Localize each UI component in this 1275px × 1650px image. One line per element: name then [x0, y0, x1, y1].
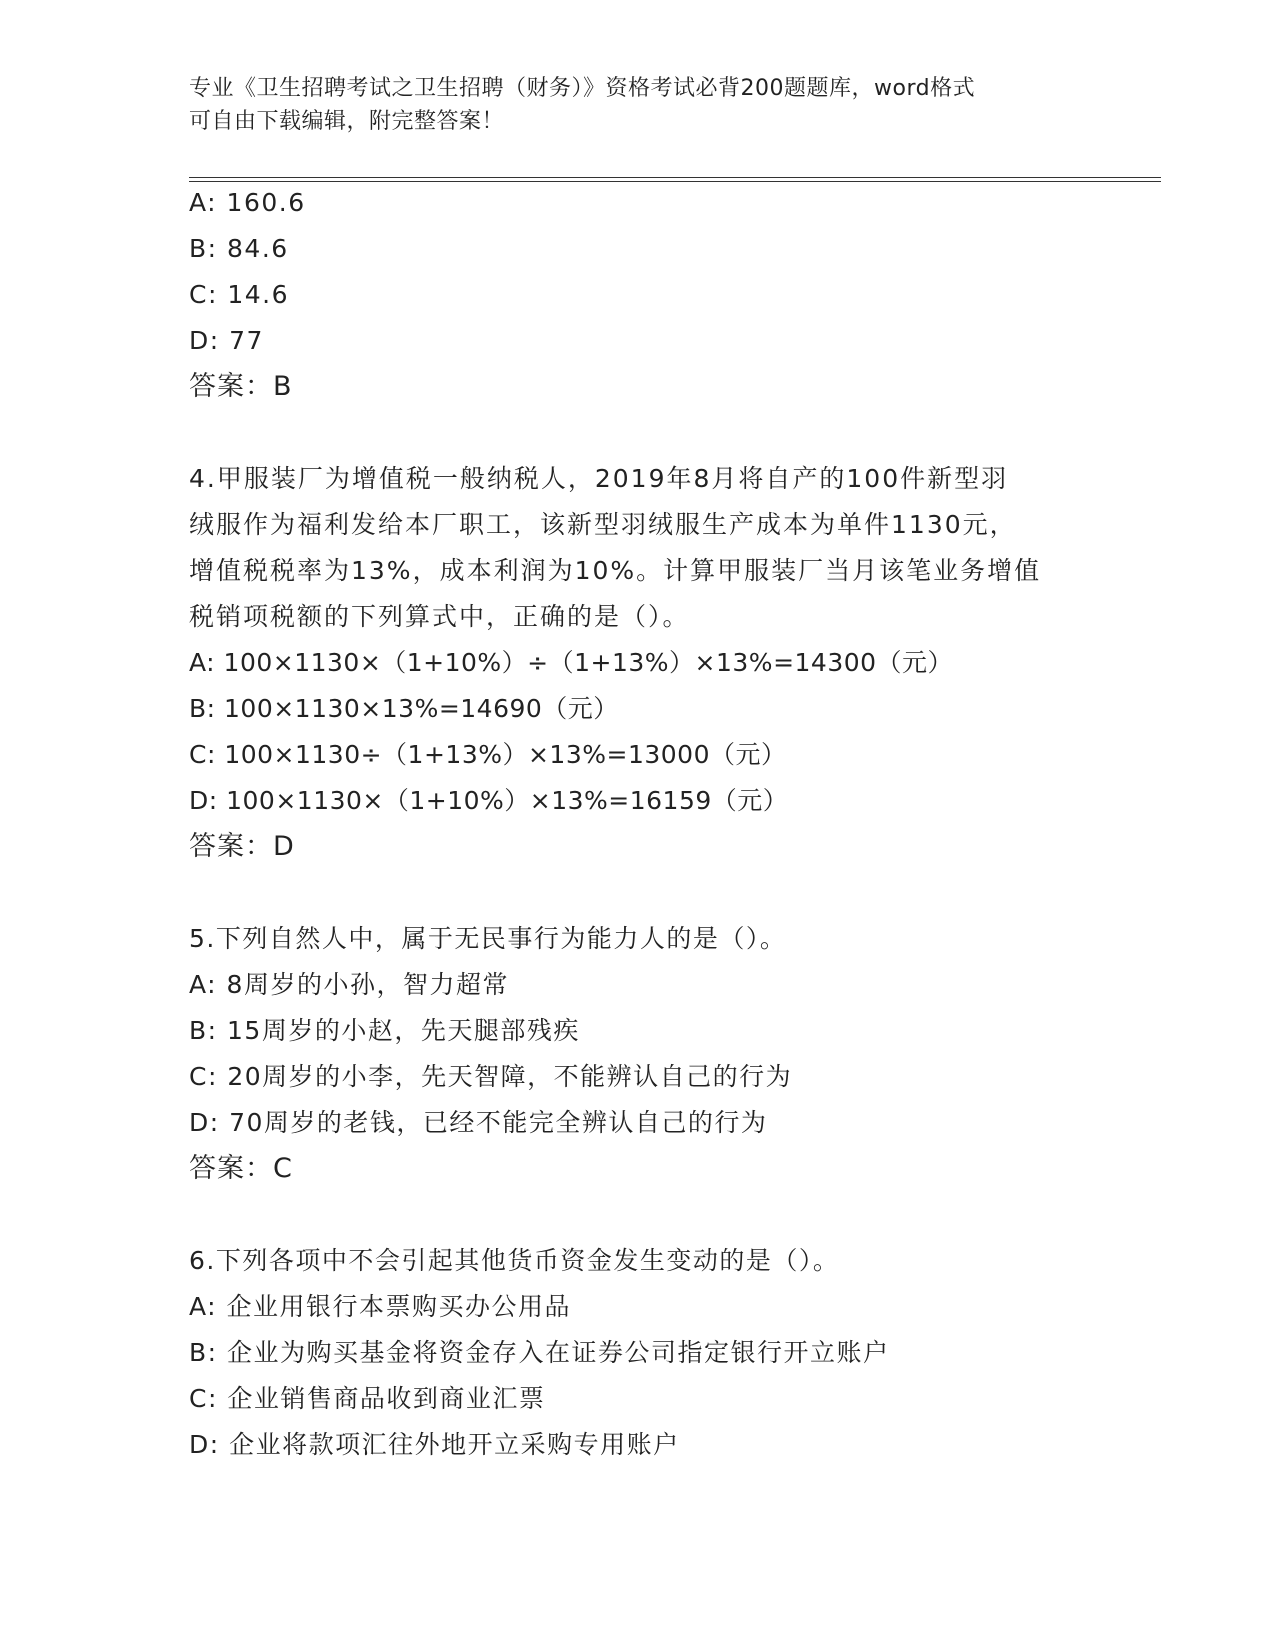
question-4	[189, 456, 1089, 640]
question-6	[189, 1238, 1089, 1468]
header-divider-top	[189, 177, 1161, 178]
question-5-answer: 答案：C	[189, 1153, 293, 1184]
question-5-stem: 5.下列自然人中，属于无民事行为能力人的是（）。	[189, 924, 787, 953]
question-4-option-a: A: 100×1130×（1+10%）÷（1+13%）×13%=14300（元）	[189, 648, 954, 677]
question-4-stem-line-4: 税销项税额的下列算式中，正确的是（）。	[189, 602, 690, 631]
question-4-options	[189, 640, 1089, 824]
question-3-option-c: C: 14.6	[189, 280, 289, 309]
question-6-option-c: C: 企业销售商品收到商业汇票	[189, 1384, 546, 1413]
question-4-option-b: B: 100×1130×13%=14690（元）	[189, 694, 619, 723]
question-5-option-c: C: 20周岁的小李，先天智障，不能辨认自己的行为	[189, 1062, 793, 1091]
question-6-option-a: A: 企业用银行本票购买办公用品	[189, 1292, 572, 1321]
question-4-answer: 答案：D	[189, 831, 295, 862]
question-3-option-b: B: 84.6	[189, 234, 289, 263]
question-4-option-d: D: 100×1130×（1+10%）×13%=16159（元）	[189, 786, 789, 815]
question-3-option-a: A: 160.6	[189, 188, 306, 217]
question-6-option-d: D: 企业将款项汇往外地开立采购专用账户	[189, 1430, 680, 1459]
question-4-option-c: C: 100×1130÷（1+13%）×13%=13000（元）	[189, 740, 787, 769]
question-5	[189, 916, 1089, 1146]
question-3-option-d: D: 77	[189, 326, 264, 355]
question-6-option-b: B: 企业为购买基金将资金存入在证券公司指定银行开立账户	[189, 1338, 890, 1367]
question-4-stem-line-2: 绒服作为福利发给本厂职工，该新型羽绒服生产成本为单件1130元，	[189, 510, 1017, 539]
question-5-option-d: D: 70周岁的老钱，已经不能完全辨认自己的行为	[189, 1108, 768, 1137]
question-5-option-b: B: 15周岁的小赵，先天腿部残疾	[189, 1016, 580, 1045]
header-line-2: 可自由下载编辑，附完整答案！	[189, 109, 505, 134]
question-3-answer: 答案：B	[189, 371, 293, 402]
header-line-1: 专业《卫生招聘考试之卫生招聘（财务）》资格考试必背200题题库，word格式	[189, 76, 976, 101]
question-4-stem-line-1: 4.甲服装厂为增值税一般纳税人，2019年8月将自产的100件新型羽	[189, 464, 1009, 493]
question-5-option-a: A: 8周岁的小孙，智力超常	[189, 970, 509, 999]
question-4-stem-line-3: 增值税税率为13%，成本利润为10%。计算甲服装厂当月该笔业务增值	[189, 556, 1042, 585]
question-6-stem: 6.下列各项中不会引起其他货币资金发生变动的是（）。	[189, 1246, 840, 1275]
question-3-options	[189, 180, 1089, 364]
document-header	[189, 72, 1089, 138]
